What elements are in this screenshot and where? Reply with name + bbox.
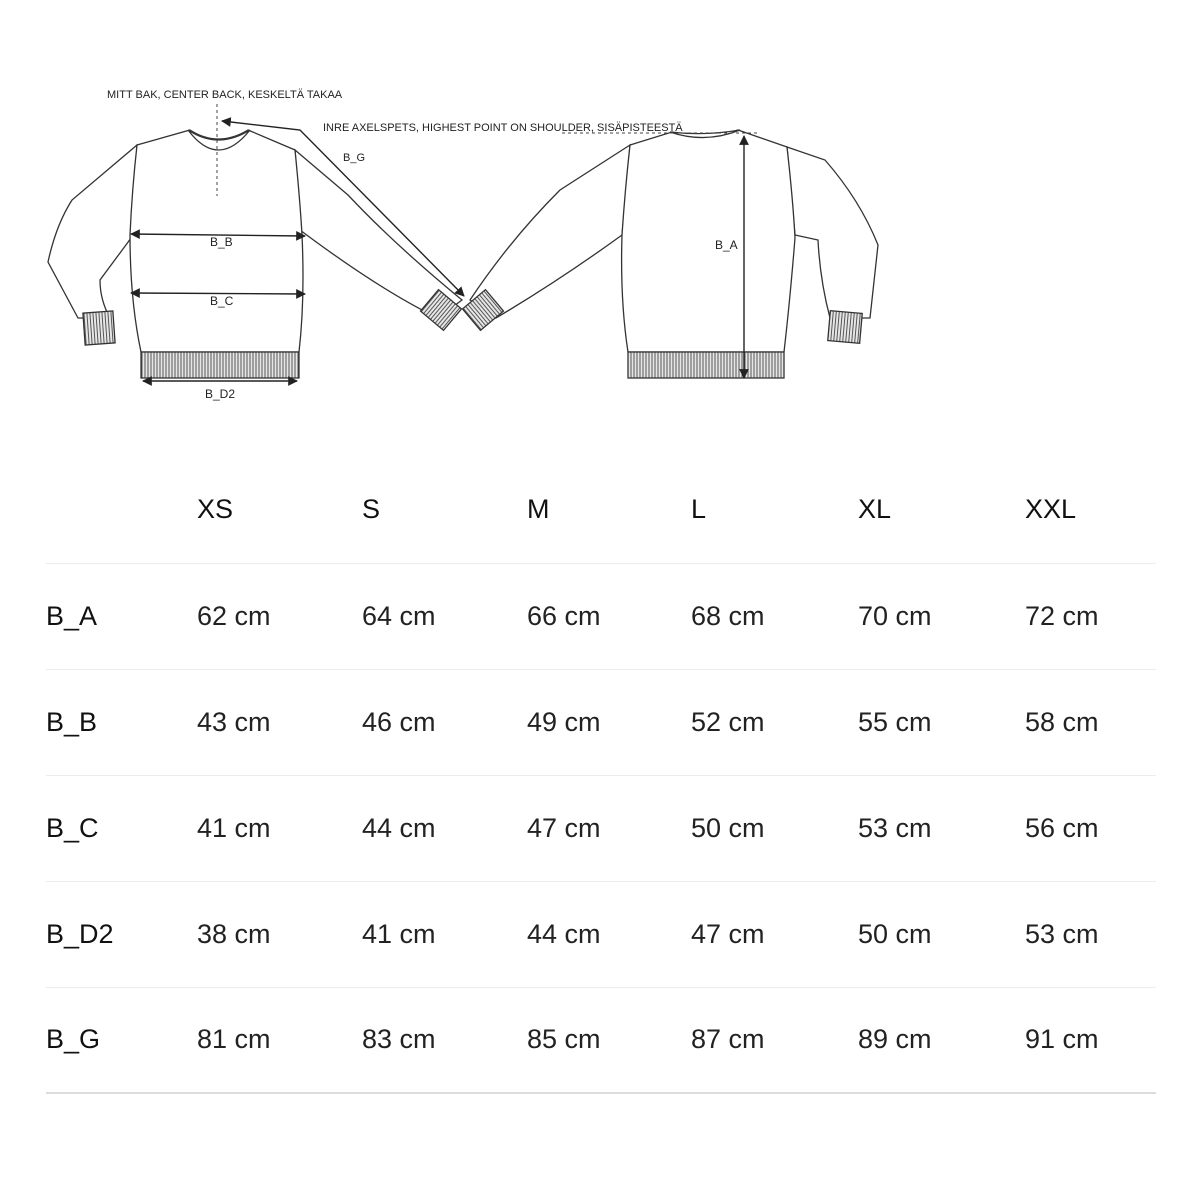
- shoulder-note: INRE AXELSPETS, HIGHEST POINT ON SHOULDER, SISÄPISTEESTÄ: [323, 122, 683, 134]
- table-cell: 49 cm: [527, 706, 601, 737]
- table-cell: 50 cm: [691, 812, 765, 843]
- header-corner: [46, 457, 197, 563]
- table-cell: 91 cm: [1025, 1024, 1099, 1055]
- header-size-xl: XL: [858, 494, 892, 525]
- back-hem-rib: [628, 352, 784, 378]
- table-cell: 85 cm: [527, 1024, 601, 1055]
- table-cell: 41 cm: [362, 918, 436, 949]
- sweatshirt-measurement-diagram: [0, 0, 1182, 430]
- back-view: [323, 122, 878, 378]
- label-b-a: B_A: [715, 238, 738, 252]
- back-right-cuff: [828, 311, 862, 344]
- header-size-m: M: [527, 494, 550, 525]
- back-left-sleeve: [470, 145, 630, 318]
- table-cell: 55 cm: [858, 706, 932, 737]
- table-cell: 52 cm: [691, 706, 765, 737]
- table-row: [46, 987, 1156, 1093]
- table-cell: 62 cm: [197, 600, 271, 631]
- back-body: [622, 130, 795, 352]
- size-header-row: [46, 457, 1156, 563]
- table-cell: 47 cm: [691, 918, 765, 949]
- row-label: B_B: [46, 706, 98, 737]
- table-cell: 41 cm: [197, 812, 271, 843]
- table-row: [46, 775, 1156, 881]
- header-size-xxl: XXL: [1025, 494, 1077, 525]
- table-cell: 47 cm: [527, 812, 601, 843]
- table-cell: 44 cm: [362, 812, 436, 843]
- table-row: [46, 881, 1156, 987]
- table-row: [46, 563, 1156, 669]
- table-cell: 38 cm: [197, 918, 271, 949]
- table-cell: 87 cm: [691, 1024, 765, 1055]
- front-view: [48, 89, 464, 401]
- row-label: B_C: [46, 812, 99, 843]
- row-label: B_D2: [46, 918, 114, 949]
- table-cell: 66 cm: [527, 600, 601, 631]
- table-cell: 68 cm: [691, 600, 765, 631]
- table-cell: 81 cm: [197, 1024, 271, 1055]
- table-cell: 58 cm: [1025, 706, 1099, 737]
- row-label: B_A: [46, 600, 98, 631]
- back-right-sleeve: [787, 147, 878, 318]
- table-cell: 46 cm: [362, 706, 436, 737]
- row-label: B_G: [46, 1024, 101, 1055]
- label-b-b: B_B: [210, 235, 233, 249]
- table-cell: 83 cm: [362, 1024, 436, 1055]
- table-cell: 43 cm: [197, 706, 271, 737]
- label-b-g: B_G: [343, 152, 366, 164]
- table-cell: 70 cm: [858, 600, 932, 631]
- table-cell: 53 cm: [1025, 918, 1099, 949]
- center-back-note: MITT BAK, CENTER BACK, KESKELTÄ TAKAA: [107, 89, 343, 101]
- front-left-sleeve: [48, 145, 137, 318]
- table-cell: 53 cm: [858, 812, 932, 843]
- table-cell: 64 cm: [362, 600, 436, 631]
- table-row: [46, 669, 1156, 775]
- header-size-l: L: [691, 494, 707, 525]
- table-cell: 89 cm: [858, 1024, 932, 1055]
- header-size-s: S: [362, 494, 381, 525]
- front-hem-rib: [141, 352, 299, 378]
- size-chart-table: [46, 457, 1156, 1094]
- front-left-cuff: [83, 311, 115, 345]
- table-cell: 44 cm: [527, 918, 601, 949]
- table-cell: 50 cm: [858, 918, 932, 949]
- table-cell: 72 cm: [1025, 600, 1099, 631]
- header-size-xs: XS: [197, 494, 234, 525]
- label-b-d2: B_D2: [205, 387, 236, 401]
- table-cell: 56 cm: [1025, 812, 1099, 843]
- label-b-c: B_C: [210, 294, 234, 308]
